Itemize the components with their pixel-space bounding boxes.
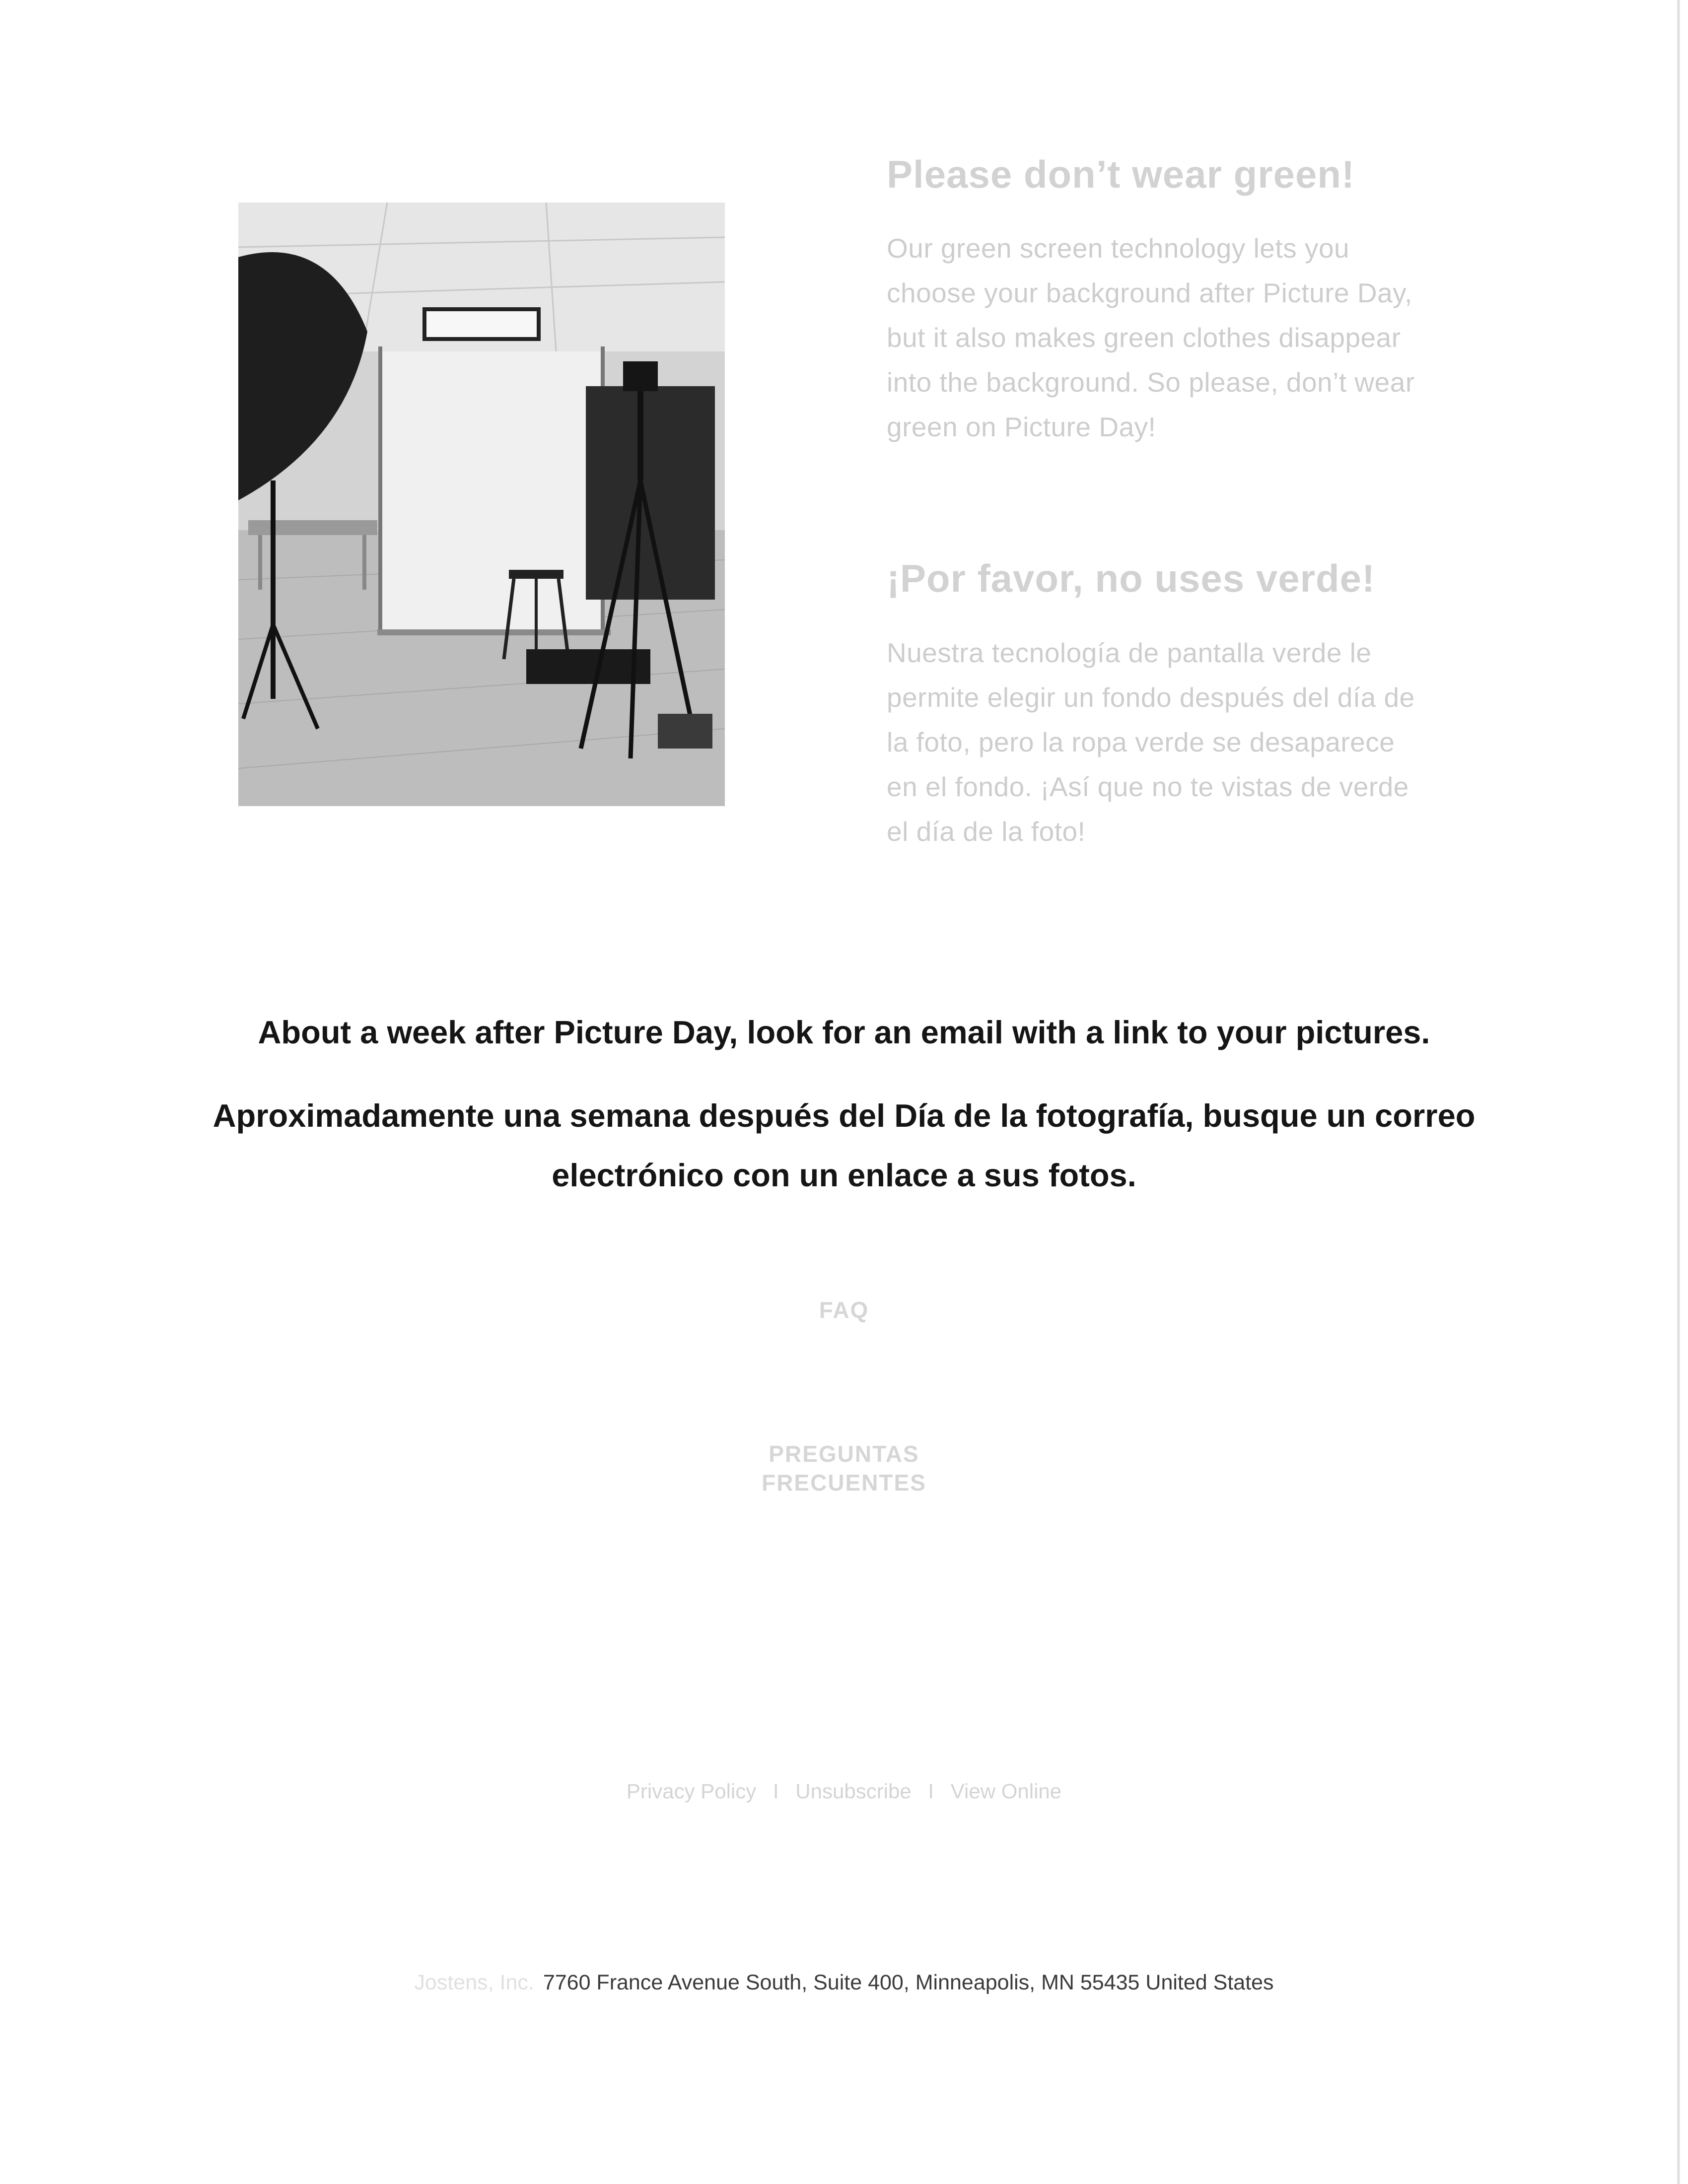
footer-separator: I: [928, 1779, 934, 1803]
footer-address: [0, 1971, 1688, 1995]
faq-link[interactable]: FAQ: [819, 1297, 869, 1323]
faq-link-spanish[interactable]: PREGUNTAS FRECUENTES: [762, 1441, 926, 1496]
photo-studio-image: [238, 203, 725, 806]
spanish-heading: ¡Por favor, no uses verde!: [887, 556, 1375, 600]
spanish-body: Nuestra tecnología de pantalla verde le permite elegir un fondo después del día de la foto, pero la ropa verde se desaparece en el fondo. ¡Así que no te vistas de verde el día de la foto!: [887, 637, 1415, 847]
street-address: 7760 France Avenue South, Suite 400, Minneapolis, MN 55435 United States: [543, 1971, 1274, 1994]
company-name: Jostens, Inc.: [414, 1971, 534, 1994]
scan-edge: [1677, 0, 1680, 2184]
unsubscribe-link[interactable]: Unsubscribe: [795, 1779, 912, 1803]
notice-english: About a week after Picture Day, look for an email with a link to your pictures.: [258, 1014, 1430, 1050]
footer-separator: I: [773, 1779, 779, 1803]
notice-spanish: Aproximadamente una semana después del Día de la fotografía, busque un correo electrónico con un enlace a sus fotos.: [212, 1097, 1476, 1193]
view-online-link[interactable]: View Online: [950, 1779, 1062, 1803]
footer-links: [0, 1779, 1688, 1803]
english-heading: Please don’t wear green!: [887, 152, 1355, 196]
privacy-policy-link[interactable]: Privacy Policy: [626, 1779, 757, 1803]
english-body: Our green screen technology lets you choose your background after Picture Day, but it also makes green clothes disappear into the background. So please, don’t wear green on Picture Day!: [887, 233, 1415, 442]
